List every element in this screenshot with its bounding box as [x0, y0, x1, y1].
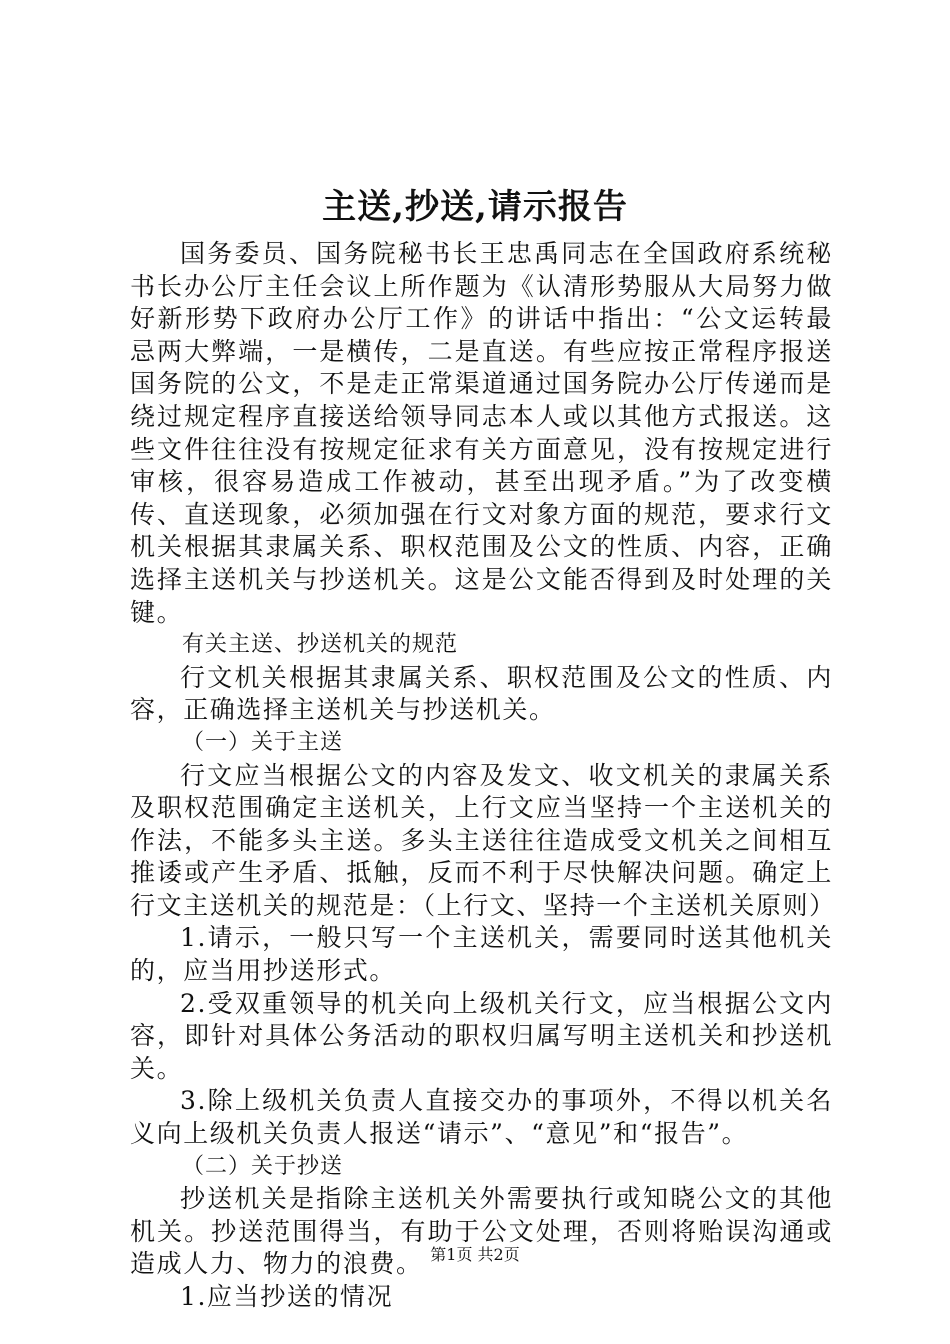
section-heading-main-recipient: （一）关于主送	[182, 729, 344, 755]
copy-paragraph: 抄送机关是指除主送机关外需要执行或知晓公文的其他机关。抄送范围得当，有助于公文处理，否则将贻误沟通或造成人力、物力的浪费。	[130, 1184, 833, 1279]
main-recipient-paragraph: 行文应当根据公文的内容及发文、收文机关的隶属关系及职权范围确定主送机关，上行文应当坚持一个主送机关的作法，不能多头主送。多头主送往往造成受文机关之间相互推诿或产生矛盾、抵触，反而不利于尽快解决问题。确定上行文主送机关的规范是：（上行文、坚持一个主送机关原则）	[130, 760, 836, 920]
copy-item-1: 1.应当抄送的情况	[180, 1282, 394, 1311]
document-body	[130, 238, 836, 1314]
rule-item-1: 1.请示，一般只写一个主送机关，需要同时送其他机关的，应当用抄送形式。	[130, 923, 833, 986]
document-title: 主送,抄送,请示报告	[322, 187, 628, 227]
intro-paragraph: 国务委员、国务院秘书长王忠禹同志在全国政府系统秘书长办公厅主任会议上所作题为《认清形势服从大局努力做好新形势下政府办公厅工作》的讲话中指出：“公文运转最忌两大弊端，一是横传，二是直送。有些应按正常程序报送国务院的公文，不是走正常渠道通过国务院办公厅传递而是绕过规定程序直接送给领导同志本人或以其他方式报送。这些文件往往没有按规定征求有关方面意见，没有按规定进行审核，很容易造成工作被动，甚至出现矛盾。”为了改变横传、直送现象，必须加强在行文对象方面的规范，要求行文机关根据其隶属关系、职权范围及公文的性质、内容，正确选择主送机关与抄送机关。这是公文能否得到及时处理的关键。	[130, 239, 833, 627]
rule-item-2: 2.受双重领导的机关向上级机关行文，应当根据公文内容，即针对具体公务活动的职权归属写明主送机关和抄送机关。	[130, 988, 833, 1083]
section-heading-norms: 有关主送、抄送机关的规范	[182, 632, 459, 658]
section-heading-copy: （二）关于抄送	[182, 1153, 344, 1179]
norms-paragraph: 行文机关根据其隶属关系、职权范围及公文的性质、内容，正确选择主送机关与抄送机关。	[130, 662, 833, 725]
rule-item-3: 3.除上级机关负责人直接交办的事项外，不得以机关名义向上级机关负责人报送“请示”、“意见”和“报告”。	[130, 1086, 833, 1149]
page-number: 第1页 共2页	[430, 1245, 520, 1264]
